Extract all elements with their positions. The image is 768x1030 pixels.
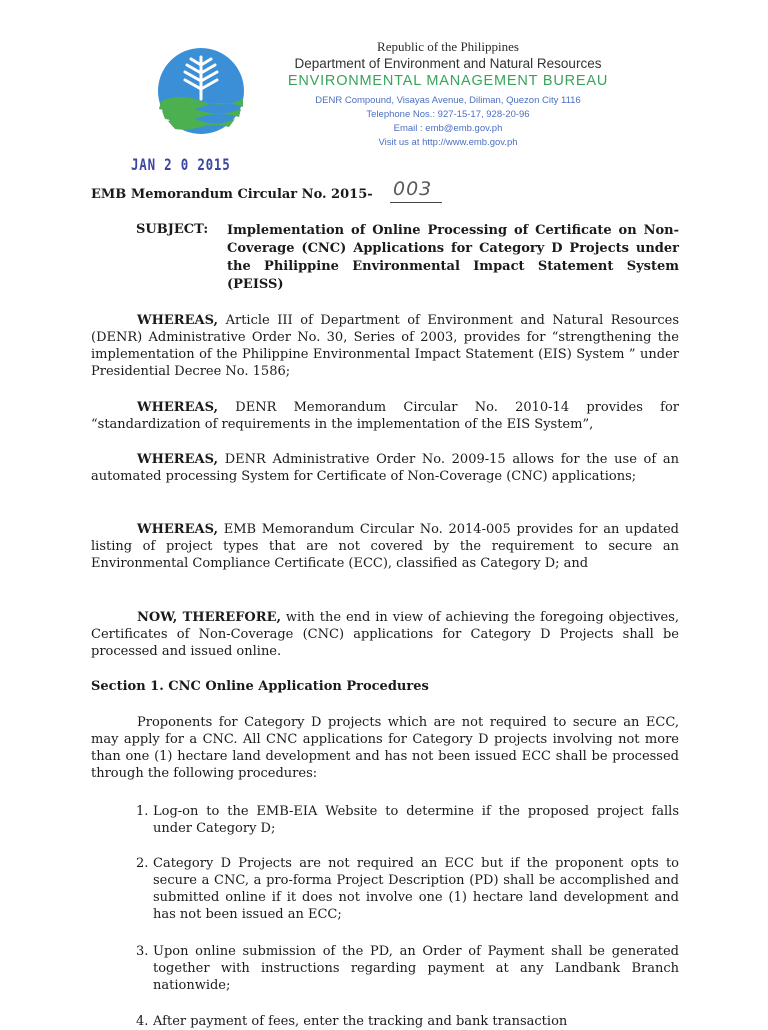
list-item [136,1013,679,1030]
section-1-heading: Section 1. CNC Online Application Procedures [91,679,429,694]
letterhead-republic: Republic of the Philippines [377,39,519,54]
paragraph-whereas-3 [91,451,679,485]
list-item [136,943,679,994]
paragraph-whereas-4 [91,521,679,572]
paragraph-text: Article III of Department of Environment and Natural Resources (DENR) Administrative Order No. 30, Series of 2003, provides for “strengthening the implementation of the Philippine Environmental Impact Statement (EIS) System ” under Presidential Decree No. 1586; [91,313,679,379]
list-item-number: 1. [136,804,149,819]
letterhead-bureau: ENVIRONMENTAL MANAGEMENT BUREAU [287,73,609,89]
subject-label: SUBJECT: [136,222,209,237]
memo-number-underline [390,202,442,203]
list-item-number: 4. [136,1014,149,1029]
paragraph-text: EMB Memorandum Circular No. 2014-005 provides for an updated listing of project types that are not covered by the requirement to secure an Environmental Compliance Certificate (ECC), classified as Category D; and [91,522,679,571]
list-item-text: Upon online submission of the PD, an Order of Payment shall be generated together with instructions regarding payment at any Landbank Branch nationwide; [153,944,679,993]
letterhead-telephone: Telephone Nos.: 927-15-17, 928-20-96 [366,109,530,120]
list-item-text: After payment of fees, enter the tracking and bank transaction [153,1014,568,1029]
paragraph-lead: WHEREAS, [137,313,219,328]
paragraph-text: DENR Memorandum Circular No. 2010-14 provides for “standardization of requirements in the implementation of the EIS System”, [91,400,679,432]
paragraph-whereas-1 [91,312,679,380]
memo-number-handwritten: 003 [393,178,433,200]
section-1-intro [91,714,679,782]
paragraph-now-therefore [91,609,679,660]
list-item [136,803,679,837]
list-item-number: 3. [136,944,149,959]
memo-number-label: EMB Memorandum Circular No. 2015- [91,187,373,202]
paragraph-whereas-2 [91,399,679,433]
list-item-text: Log-on to the EMB-EIA Website to determine if the proposed project falls under Category D; [153,804,679,836]
letterhead-department: Department of Environment and Natural Resources [294,56,602,71]
letterhead-email: Email : emb@emb.gov.ph [393,123,503,134]
list-item [136,855,679,923]
list-item-number: 2. [136,856,149,871]
emb-logo-icon [155,47,247,135]
paragraph-lead: WHEREAS, [137,522,219,537]
date-stamp: JAN 2 0 2015 [131,155,231,174]
paragraph-lead: NOW, THEREFORE, [137,610,281,625]
paragraph-lead: WHEREAS, [137,452,219,467]
section-1-intro-text: Proponents for Category D projects which are not required to secure an ECC, may apply for a CNC. All CNC applications for Category D projects involving not more than one (1) hectare land development and has not been issued ECC shall be processed through the following procedures: [91,715,679,781]
list-item-text: Category D Projects are not required an ECC but if the proponent opts to secure a CNC, a pro-forma Project Description (PD) shall be accomplished and submitted online if it does not involve one (1) hectare land development and has not been issued an ECC; [153,856,679,922]
paragraph-lead: WHEREAS, [137,400,219,415]
letterhead-website: Visit us at http://www.emb.gov.ph [378,137,518,148]
paragraph-text: with the end in view of achieving the foregoing objectives, Certificates of Non-Coverage (CNC) applications for Category D Projects shall be processed and issued online. [91,610,679,659]
subject-text: Implementation of Online Processing of Certificate on Non-Coverage (CNC) Applications for Category D Projects under the Philippine Environmental Impact Statement System (PEISS) [227,223,679,292]
paragraph-text: DENR Administrative Order No. 2009-15 allows for the use of an automated processing System for Certificate of Non-Coverage (CNC) applications; [91,452,679,484]
letterhead-address: DENR Compound, Visayas Avenue, Diliman, Quezon City 1116 [315,95,581,106]
